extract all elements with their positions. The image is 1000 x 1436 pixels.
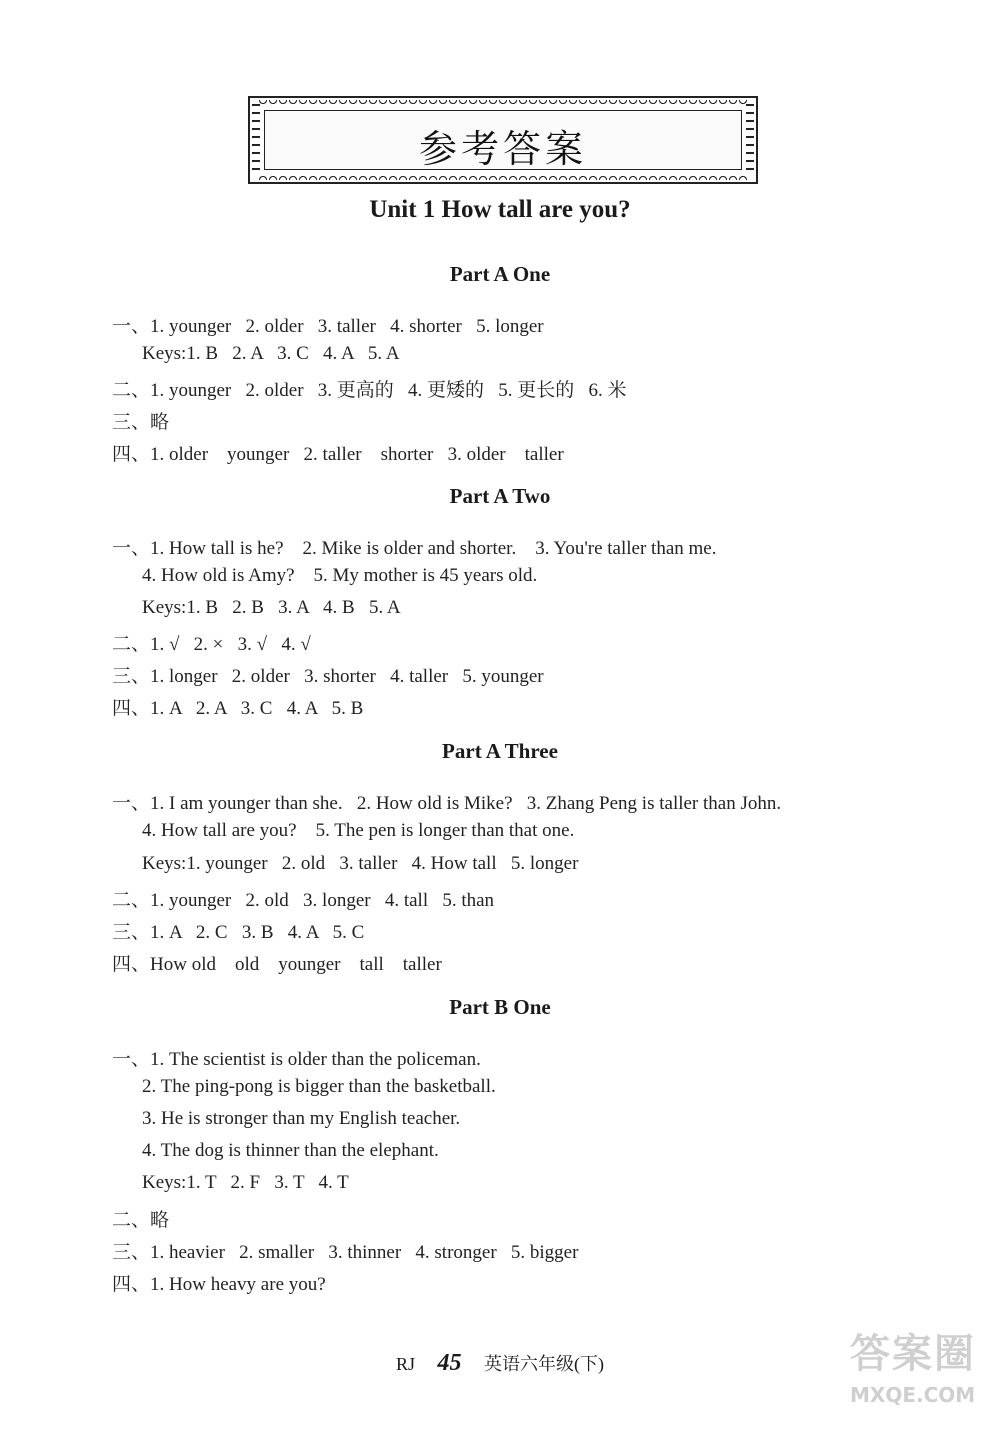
answer-line: 3. He is stronger than my English teacher. (142, 1108, 461, 1129)
watermark-url: MXQE.COM (850, 1383, 976, 1407)
answer-line: 四、1. How heavy are you? (112, 1274, 326, 1295)
watermark-text: 答案圈 (850, 1331, 976, 1377)
page-number: 45 (437, 1350, 462, 1376)
answer-line: 4. How tall are you? 5. The pen is longer than that one. (142, 820, 575, 841)
answer-line: Keys:1. younger 2. old 3. taller 4. How tall 5. longer (142, 853, 579, 874)
answer-line: 4. How old is Amy? 5. My mother is 45 years old. (142, 565, 538, 586)
answer-line: 二、1. younger 2. old 3. longer 4. tall 5. than (112, 890, 495, 911)
part-heading: Part A One (449, 262, 551, 286)
answer-line: 一、1. I am younger than she. 2. How old is Mike? 3. Zhang Peng is taller than John. (112, 793, 782, 814)
answer-line: 4. The dog is thinner than the elephant. (142, 1140, 439, 1161)
answer-line: 二、1. younger 2. older 3. 更高的 4. 更矮的 5. 更长的 6. 米 (112, 380, 627, 401)
part-heading: Part A Three (442, 739, 558, 763)
answer-line: 二、略 (112, 1210, 170, 1231)
answer-line: 二、1. √ 2. × 3. √ 4. √ (112, 634, 311, 655)
answer-line: 三、1. heavier 2. smaller 3. thinner 4. stronger 5. bigger (112, 1242, 579, 1263)
part-heading: Part B One (449, 995, 551, 1019)
answer-line: Keys:1. B 2. A 3. C 4. A 5. A (142, 343, 400, 364)
answer-line: 一、1. The scientist is older than the policeman. (112, 1049, 481, 1070)
answer-line: Keys:1. B 2. B 3. A 4. B 5. A (142, 597, 401, 618)
banner-title: 参考答案 (418, 127, 587, 171)
banner-wavy-border-bottom (258, 172, 748, 180)
part-heading: Part A Two (449, 484, 551, 508)
answer-line: 一、1. How tall is he? 2. Mike is older and shorter. 3. You're taller than me. (112, 538, 717, 559)
answer-banner (248, 96, 758, 184)
answer-line: Keys:1. T 2. F 3. T 4. T (142, 1172, 349, 1193)
watermark-logo (850, 1322, 980, 1412)
answer-line: 四、How old old younger tall taller (112, 954, 442, 975)
answer-line: 四、1. older younger 2. taller shorter 3. older taller (112, 444, 564, 465)
answer-line: 2. The ping-pong is bigger than the basketball. (142, 1076, 496, 1097)
answer-line: 三、1. A 2. C 3. B 4. A 5. C (112, 922, 365, 943)
answer-line: 三、略 (112, 412, 170, 433)
answer-line: 四、1. A 2. A 3. C 4. A 5. B (112, 698, 364, 719)
footer-book-title: 英语六年级(下) (484, 1354, 604, 1374)
unit-title: Unit 1 How tall are you? (369, 196, 631, 223)
answer-line: 三、1. longer 2. older 3. shorter 4. taller 5. younger (112, 666, 544, 687)
banner-wavy-border-top (258, 100, 748, 108)
answer-line: 一、1. younger 2. older 3. taller 4. shorter 5. longer (112, 316, 544, 337)
footer-edition: RJ (395, 1354, 415, 1374)
